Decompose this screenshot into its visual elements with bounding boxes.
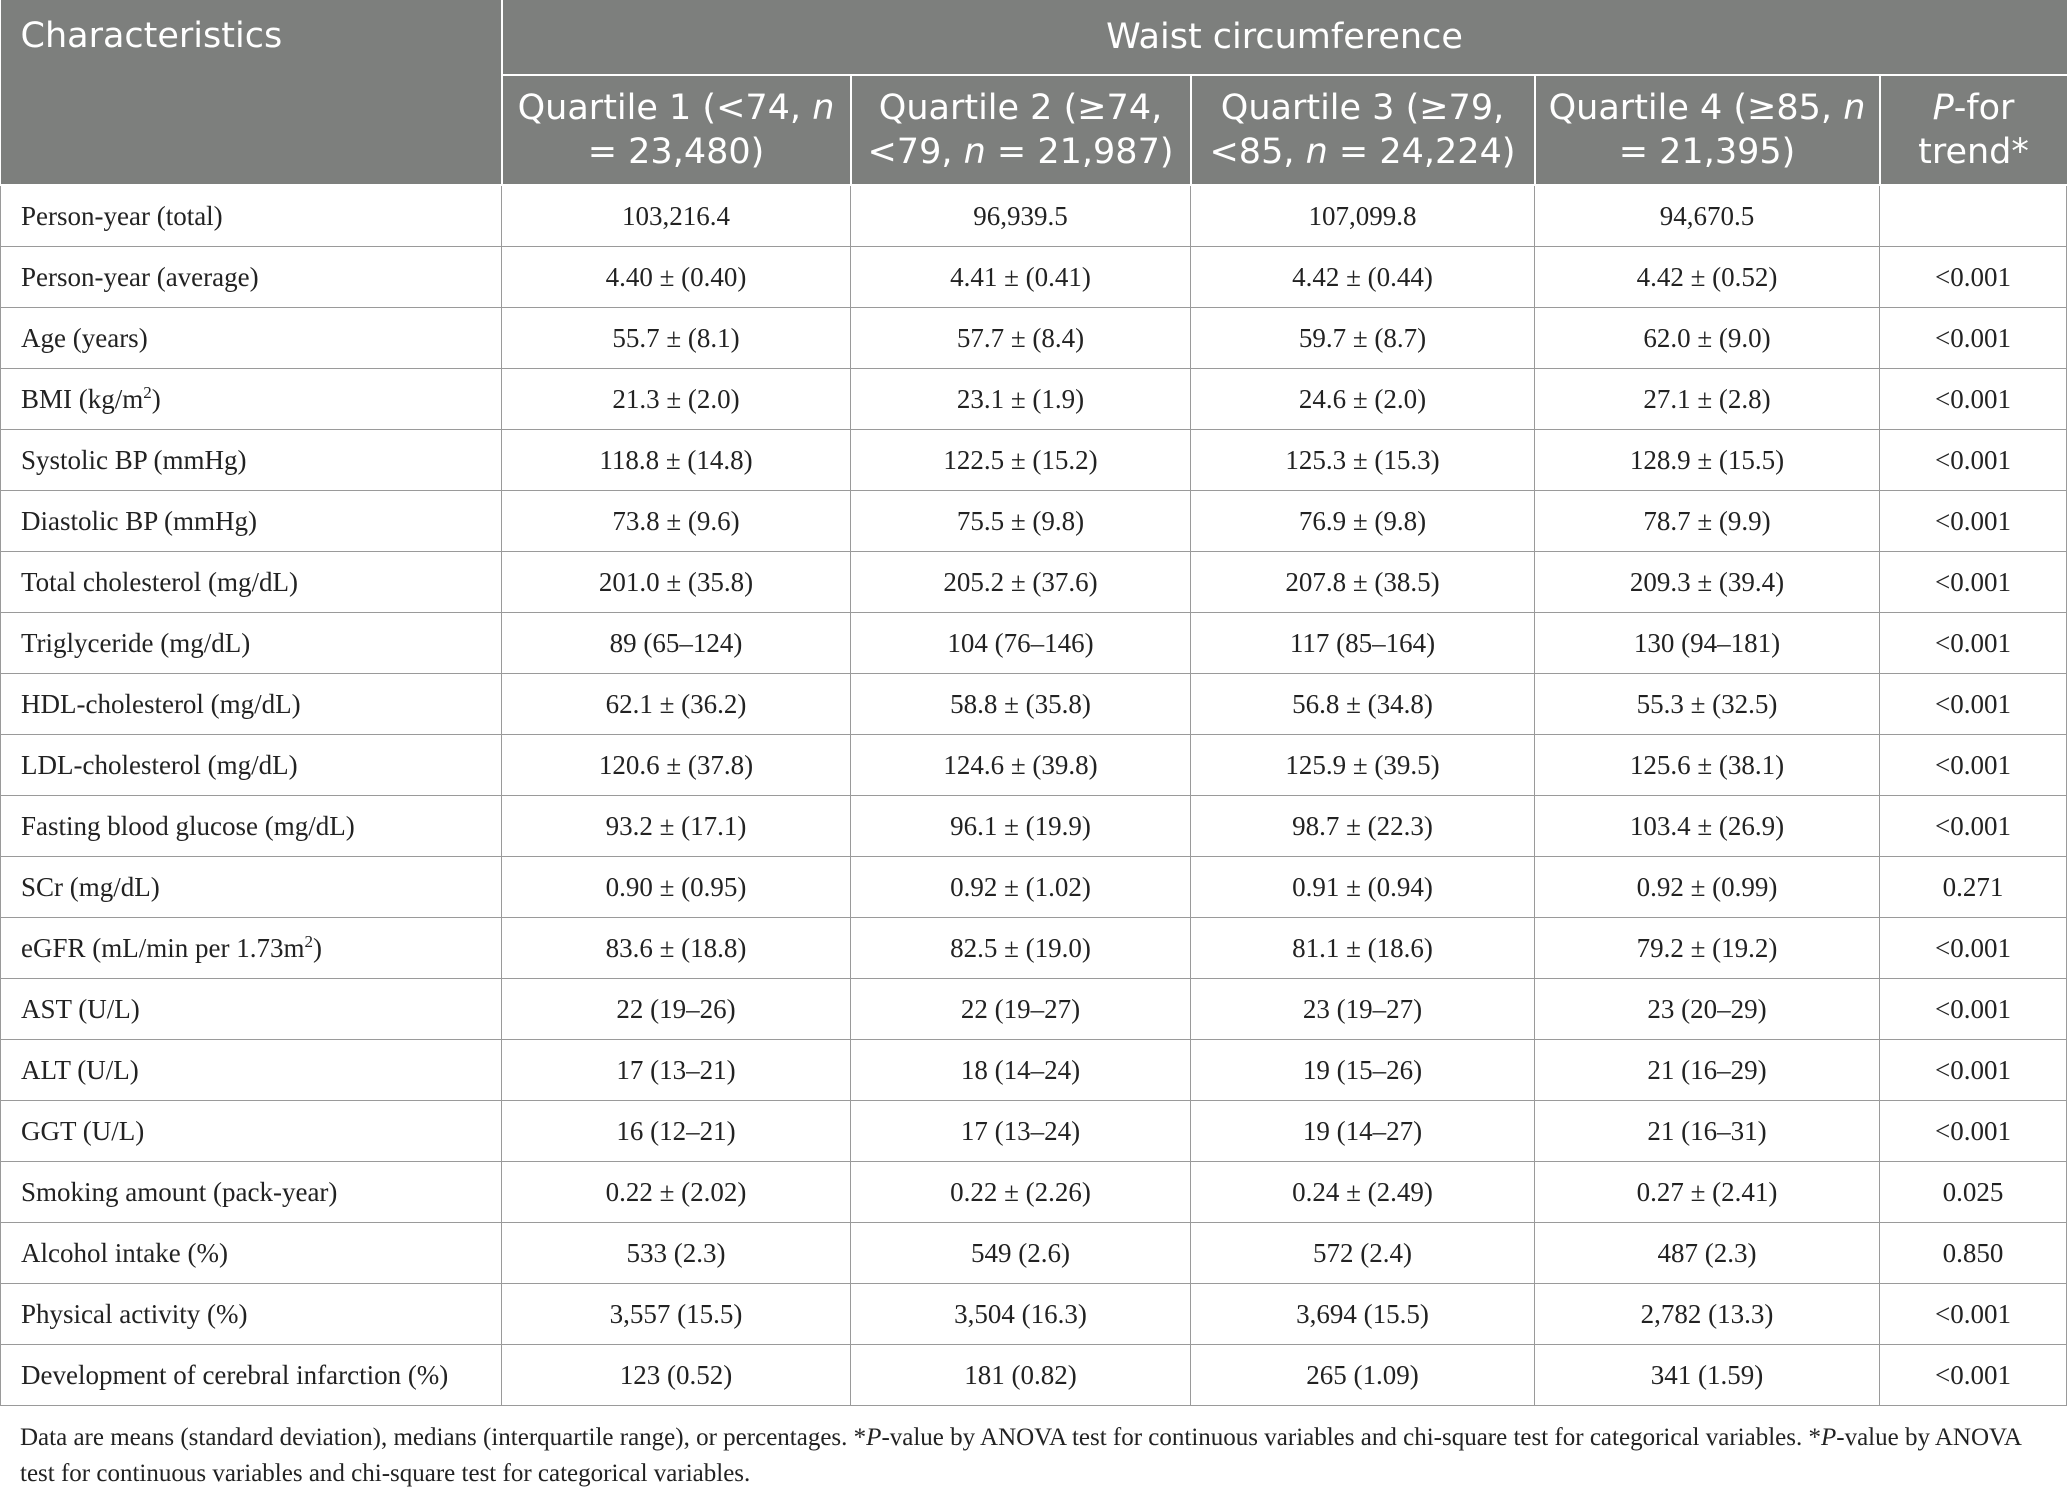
cell-p-for-trend: <0.001 xyxy=(1880,979,2067,1040)
header-q3-pre: Quartile 3 (≥79, <85, xyxy=(1209,88,1505,172)
cell-q2: 0.92 ± (1.02) xyxy=(851,857,1191,918)
row-label-text: Fasting blood glucose (mg/dL) xyxy=(21,810,355,841)
row-label xyxy=(1,369,502,430)
cell-q4: 130 (94–181) xyxy=(1535,613,1880,674)
table-row xyxy=(1,1162,2067,1223)
cell-q3: 98.7 ± (22.3) xyxy=(1191,796,1535,857)
cell-q3: 125.9 ± (39.5) xyxy=(1191,735,1535,796)
header-quartile-2 xyxy=(851,75,1191,185)
cell-q2: 58.8 ± (35.8) xyxy=(851,674,1191,735)
cell-q1: 3,557 (15.5) xyxy=(502,1284,851,1345)
header-quartile-4 xyxy=(1535,75,1880,185)
row-label-text: Total cholesterol (mg/dL) xyxy=(21,566,299,597)
header-q1-pre: Quartile 1 (<74, xyxy=(517,88,813,128)
cell-q4: 55.3 ± (32.5) xyxy=(1535,674,1880,735)
cell-q4: 209.3 ± (39.4) xyxy=(1535,552,1880,613)
table-row xyxy=(1,185,2067,247)
cell-q2: 124.6 ± (39.8) xyxy=(851,735,1191,796)
cell-q3: 81.1 ± (18.6) xyxy=(1191,918,1535,979)
header-waist-circumference: Waist circumference xyxy=(502,0,2067,75)
cell-p-for-trend: <0.001 xyxy=(1880,1040,2067,1101)
row-label xyxy=(1,857,502,918)
cell-q4: 0.92 ± (0.99) xyxy=(1535,857,1880,918)
cell-p-for-trend: <0.001 xyxy=(1880,247,2067,308)
row-label-text: Development of cerebral infarction (%) xyxy=(21,1359,449,1390)
cell-q4: 78.7 ± (9.9) xyxy=(1535,491,1880,552)
cell-q4: 487 (2.3) xyxy=(1535,1223,1880,1284)
cell-q2: 181 (0.82) xyxy=(851,1345,1191,1406)
table-row xyxy=(1,918,2067,979)
cell-q1: 62.1 ± (36.2) xyxy=(502,674,851,735)
cell-q2: 0.22 ± (2.26) xyxy=(851,1162,1191,1223)
cell-p-for-trend: <0.001 xyxy=(1880,613,2067,674)
cell-q4: 21 (16–31) xyxy=(1535,1101,1880,1162)
row-label-end: ) xyxy=(312,932,322,963)
table-row xyxy=(1,552,2067,613)
header-q2-pre: Quartile 2 (≥74, <79, xyxy=(867,88,1163,172)
cell-q3: 19 (14–27) xyxy=(1191,1101,1535,1162)
table-row xyxy=(1,491,2067,552)
table-body xyxy=(1,185,2067,1406)
cell-q3: 23 (19–27) xyxy=(1191,979,1535,1040)
cell-p-for-trend: <0.001 xyxy=(1880,430,2067,491)
cell-q4: 128.9 ± (15.5) xyxy=(1535,430,1880,491)
row-label xyxy=(1,1101,502,1162)
row-label-text: Triglyceride (mg/dL) xyxy=(21,627,251,658)
row-label xyxy=(1,552,502,613)
table-row xyxy=(1,1040,2067,1101)
cell-p-for-trend: <0.001 xyxy=(1880,796,2067,857)
cell-q1: 118.8 ± (14.8) xyxy=(502,430,851,491)
row-label xyxy=(1,1223,502,1284)
cell-p-for-trend: 0.850 xyxy=(1880,1223,2067,1284)
cell-q4: 21 (16–29) xyxy=(1535,1040,1880,1101)
table-row xyxy=(1,308,2067,369)
row-label xyxy=(1,1345,502,1406)
row-label-text: Age (years) xyxy=(21,322,148,353)
cell-p-for-trend: <0.001 xyxy=(1880,552,2067,613)
cell-q3: 125.3 ± (15.3) xyxy=(1191,430,1535,491)
cell-p-for-trend xyxy=(1880,185,2067,247)
cell-q1: 533 (2.3) xyxy=(502,1223,851,1284)
cell-q4: 4.42 ± (0.52) xyxy=(1535,247,1880,308)
cell-q1: 21.3 ± (2.0) xyxy=(502,369,851,430)
row-label-superscript: 2 xyxy=(304,931,313,951)
cell-p-for-trend: <0.001 xyxy=(1880,1284,2067,1345)
row-label-text: Person-year (average) xyxy=(21,261,259,292)
table-row xyxy=(1,613,2067,674)
cell-q2: 122.5 ± (15.2) xyxy=(851,430,1191,491)
table-row xyxy=(1,796,2067,857)
header-q1-n: n xyxy=(812,88,835,128)
cell-p-for-trend: <0.001 xyxy=(1880,369,2067,430)
cell-q1: 93.2 ± (17.1) xyxy=(502,796,851,857)
cell-q3: 24.6 ± (2.0) xyxy=(1191,369,1535,430)
cell-q1: 22 (19–26) xyxy=(502,979,851,1040)
cell-q4: 103.4 ± (26.9) xyxy=(1535,796,1880,857)
row-label-text: ALT (U/L) xyxy=(21,1054,139,1085)
cell-q4: 79.2 ± (19.2) xyxy=(1535,918,1880,979)
header-q4-post: = 21,395) xyxy=(1618,132,1796,172)
cell-p-for-trend: <0.001 xyxy=(1880,674,2067,735)
row-label xyxy=(1,247,502,308)
row-label xyxy=(1,491,502,552)
cell-p-for-trend: <0.001 xyxy=(1880,491,2067,552)
row-label xyxy=(1,1162,502,1223)
row-label xyxy=(1,674,502,735)
header-q4-n: n xyxy=(1843,88,1866,128)
cell-p-for-trend: <0.001 xyxy=(1880,1101,2067,1162)
table-header xyxy=(1,0,2067,185)
row-label-text: HDL-cholesterol (mg/dL) xyxy=(21,688,301,719)
table-row xyxy=(1,369,2067,430)
table-row xyxy=(1,735,2067,796)
row-label-text: Physical activity (%) xyxy=(21,1298,248,1329)
cell-q2: 549 (2.6) xyxy=(851,1223,1191,1284)
cell-q3: 572 (2.4) xyxy=(1191,1223,1535,1284)
table-row xyxy=(1,979,2067,1040)
cell-q3: 0.24 ± (2.49) xyxy=(1191,1162,1535,1223)
cell-q4: 341 (1.59) xyxy=(1535,1345,1880,1406)
row-label xyxy=(1,308,502,369)
header-trend-rest: -for trend* xyxy=(1918,88,2029,172)
table-row xyxy=(1,1284,2067,1345)
row-label xyxy=(1,918,502,979)
cell-q2: 205.2 ± (37.6) xyxy=(851,552,1191,613)
header-q3-n: n xyxy=(1305,132,1328,172)
header-quartile-1 xyxy=(502,75,851,185)
cell-q3: 56.8 ± (34.8) xyxy=(1191,674,1535,735)
cell-q2: 17 (13–24) xyxy=(851,1101,1191,1162)
cell-p-for-trend: <0.001 xyxy=(1880,735,2067,796)
cell-q1: 0.22 ± (2.02) xyxy=(502,1162,851,1223)
cell-q1: 73.8 ± (9.6) xyxy=(502,491,851,552)
cell-q1: 4.40 ± (0.40) xyxy=(502,247,851,308)
cell-p-for-trend: 0.271 xyxy=(1880,857,2067,918)
header-q1-post: = 23,480) xyxy=(587,132,765,172)
row-label-text: SCr (mg/dL) xyxy=(21,871,160,902)
cell-q1: 103,216.4 xyxy=(502,185,851,247)
cell-q2: 104 (76–146) xyxy=(851,613,1191,674)
row-label xyxy=(1,1040,502,1101)
row-label-text: GGT (U/L) xyxy=(21,1115,145,1146)
header-trend-p: P xyxy=(1932,88,1954,128)
row-label xyxy=(1,796,502,857)
cell-q3: 19 (15–26) xyxy=(1191,1040,1535,1101)
cell-q3: 207.8 ± (38.5) xyxy=(1191,552,1535,613)
cell-q2: 82.5 ± (19.0) xyxy=(851,918,1191,979)
cell-q1: 89 (65–124) xyxy=(502,613,851,674)
footnote-part-3: -value by ANOVA test for continuous variables and chi-square test for categorical variables. xyxy=(20,1424,2021,1487)
table-row xyxy=(1,247,2067,308)
cell-q2: 3,504 (16.3) xyxy=(851,1284,1191,1345)
row-label xyxy=(1,430,502,491)
cell-q1: 55.7 ± (8.1) xyxy=(502,308,851,369)
cell-q3: 4.42 ± (0.44) xyxy=(1191,247,1535,308)
footnote-p-2: P xyxy=(1820,1424,1837,1451)
cell-q1: 83.6 ± (18.8) xyxy=(502,918,851,979)
header-q3-post: = 24,224) xyxy=(1327,132,1516,172)
cell-q3: 107,099.8 xyxy=(1191,185,1535,247)
cell-q4: 23 (20–29) xyxy=(1535,979,1880,1040)
cell-q4: 62.0 ± (9.0) xyxy=(1535,308,1880,369)
cell-q4: 2,782 (13.3) xyxy=(1535,1284,1880,1345)
cell-q3: 0.91 ± (0.94) xyxy=(1191,857,1535,918)
row-label-text: Diastolic BP (mmHg) xyxy=(21,505,257,536)
cell-q1: 16 (12–21) xyxy=(502,1101,851,1162)
cell-q1: 123 (0.52) xyxy=(502,1345,851,1406)
header-characteristics: Characteristics xyxy=(1,0,502,185)
footnote-p-1: P xyxy=(866,1424,882,1451)
cell-q1: 0.90 ± (0.95) xyxy=(502,857,851,918)
row-label xyxy=(1,979,502,1040)
header-quartile-3 xyxy=(1191,75,1535,185)
cell-q3: 59.7 ± (8.7) xyxy=(1191,308,1535,369)
header-q2-post: = 21,987) xyxy=(985,132,1174,172)
cell-q1: 17 (13–21) xyxy=(502,1040,851,1101)
table-row xyxy=(1,1223,2067,1284)
cell-q4: 0.27 ± (2.41) xyxy=(1535,1162,1880,1223)
cell-q2: 18 (14–24) xyxy=(851,1040,1191,1101)
row-label xyxy=(1,185,502,247)
cell-q2: 4.41 ± (0.41) xyxy=(851,247,1191,308)
cell-q1: 120.6 ± (37.8) xyxy=(502,735,851,796)
table-row xyxy=(1,674,2067,735)
cell-q2: 23.1 ± (1.9) xyxy=(851,369,1191,430)
cell-q3: 265 (1.09) xyxy=(1191,1345,1535,1406)
cell-p-for-trend: 0.025 xyxy=(1880,1162,2067,1223)
row-label-text: eGFR (mL/min per 1.73m xyxy=(21,932,305,963)
cell-p-for-trend: <0.001 xyxy=(1880,1345,2067,1406)
row-label-text: Person-year (total) xyxy=(21,200,223,231)
cell-q2: 96.1 ± (19.9) xyxy=(851,796,1191,857)
table-row xyxy=(1,430,2067,491)
header-q4-pre: Quartile 4 (≥85, xyxy=(1548,88,1844,128)
header-p-for-trend xyxy=(1880,75,2067,185)
row-label-text: LDL-cholesterol (mg/dL) xyxy=(21,749,298,780)
table-row xyxy=(1,1345,2067,1406)
cell-p-for-trend: <0.001 xyxy=(1880,308,2067,369)
cell-q2: 22 (19–27) xyxy=(851,979,1191,1040)
row-label-superscript: 2 xyxy=(143,382,152,402)
row-label-text: Alcohol intake (%) xyxy=(21,1237,228,1268)
cell-q4: 94,670.5 xyxy=(1535,185,1880,247)
cell-q1: 201.0 ± (35.8) xyxy=(502,552,851,613)
cell-p-for-trend: <0.001 xyxy=(1880,918,2067,979)
cell-q3: 76.9 ± (9.8) xyxy=(1191,491,1535,552)
table-footnote xyxy=(0,1406,2067,1492)
cell-q2: 96,939.5 xyxy=(851,185,1191,247)
cell-q2: 75.5 ± (9.8) xyxy=(851,491,1191,552)
header-q2-n: n xyxy=(963,132,986,172)
row-label xyxy=(1,1284,502,1345)
row-label-end: ) xyxy=(151,383,161,414)
footnote-part-2: -value by ANOVA test for continuous variables and chi-square test for categorical variables. * xyxy=(881,1424,1821,1451)
cell-q2: 57.7 ± (8.4) xyxy=(851,308,1191,369)
table-row xyxy=(1,1101,2067,1162)
cell-q3: 3,694 (15.5) xyxy=(1191,1284,1535,1345)
table-row xyxy=(1,857,2067,918)
row-label-text: Smoking amount (pack-year) xyxy=(21,1176,338,1207)
row-label-text: AST (U/L) xyxy=(21,993,140,1024)
row-label-text: Systolic BP (mmHg) xyxy=(21,444,247,475)
cell-q4: 27.1 ± (2.8) xyxy=(1535,369,1880,430)
cell-q3: 117 (85–164) xyxy=(1191,613,1535,674)
row-label-text: BMI (kg/m xyxy=(21,383,144,414)
row-label xyxy=(1,613,502,674)
footnote-part-1: Data are means (standard deviation), medians (interquartile range), or percentages. * xyxy=(20,1424,867,1451)
row-label xyxy=(1,735,502,796)
cell-q4: 125.6 ± (38.1) xyxy=(1535,735,1880,796)
